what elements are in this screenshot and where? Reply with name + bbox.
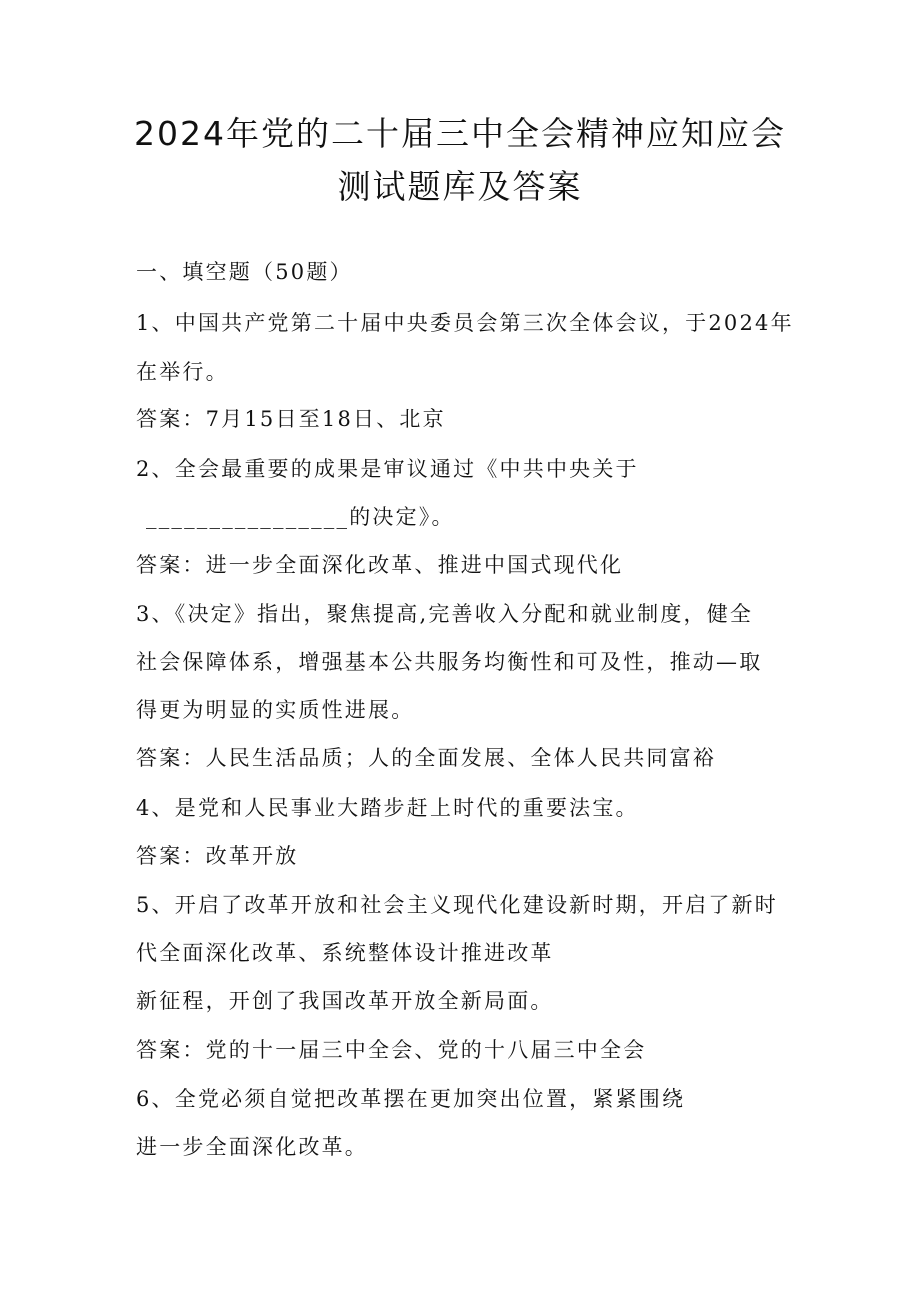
- document-title-line-1: 2024年党的二十届三中全会精神应知应会: [134, 114, 786, 153]
- answer-1: 答案：7月15日至18日、北京: [136, 407, 446, 431]
- answer-5: 答案：党的十一届三中全会、党的十八届三中全会: [136, 1038, 647, 1062]
- question-3-line-3: 得更为明显的实质性进展。: [136, 698, 415, 722]
- question-2-line-2: ________________的决定》。: [146, 505, 455, 529]
- question-3-line-2: 社会保障体系，增强基本公共服务均衡性和可及性，推动—取: [136, 650, 763, 674]
- answer-4: 答案：改革开放: [136, 844, 299, 868]
- question-5-line-3: 新征程，开创了我国改革开放全新局面。: [136, 989, 554, 1013]
- question-5-line-1: 5、开启了改革开放和社会主义现代化建设新时期，开启了新时: [136, 893, 778, 917]
- question-6-line-2: 进一步全面深化改革。: [136, 1135, 368, 1159]
- answer-2: 答案：进一步全面深化改革、推进中国式现代化: [136, 553, 624, 577]
- document-title-line-2: 测试题库及答案: [337, 167, 583, 206]
- question-6-line-1: 6、全党必须自觉把改革摆在更加突出位置，紧紧围绕: [136, 1087, 686, 1111]
- question-5-line-2: 代全面深化改革、系统整体设计推进改革: [136, 941, 554, 965]
- question-4: 4、是党和人民事业大踏步赶上时代的重要法宝。: [136, 796, 639, 820]
- section-heading: 一、填空题（50题）: [136, 260, 353, 284]
- question-2-line-1: 2、全会最重要的成果是审议通过《中共中央关于: [136, 457, 639, 481]
- question-1-line-1: 1、中国共产党第二十届中央委员会第三次全体会议，于2024年: [136, 311, 794, 335]
- question-1-line-2: 在举行。: [136, 360, 229, 384]
- question-3-line-1: 3、《决定》指出，聚焦提高,完善收入分配和就业制度，健全: [136, 602, 754, 626]
- answer-3: 答案：人民生活品质；人的全面发展、全体人民共同富裕: [136, 746, 716, 770]
